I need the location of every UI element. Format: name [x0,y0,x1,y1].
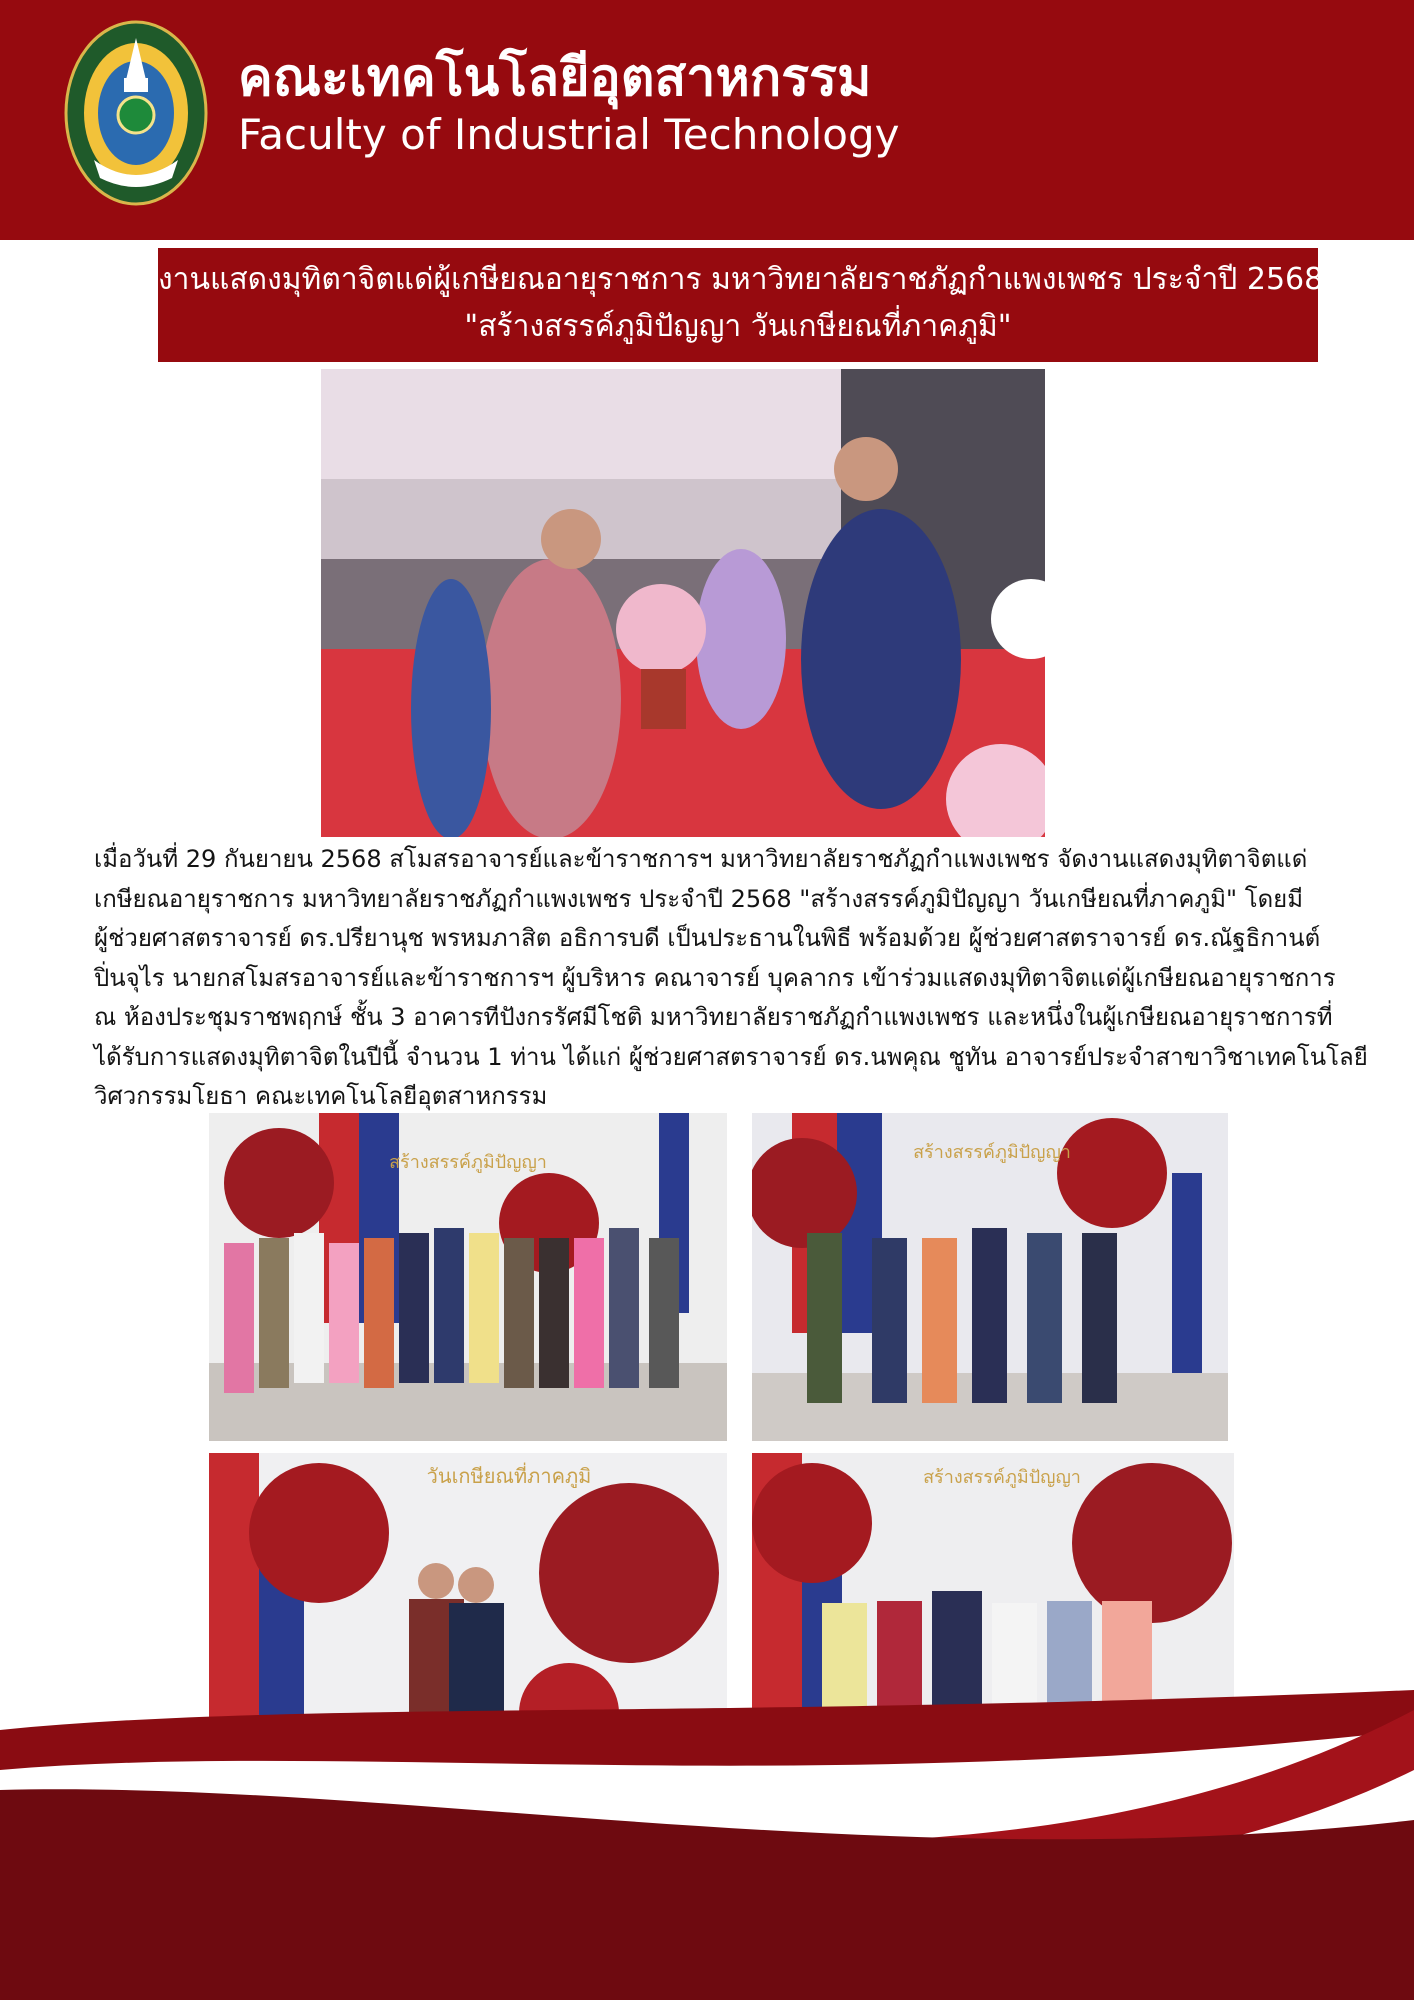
group-photo-1 [209,1113,727,1441]
page-header [0,0,1414,240]
body-line-5: ณ ห้องประชุมราชพฤกษ์ ชั้น 3 อาคารทีปังกรรัศมีโชติ มหาวิทยาลัยราชภัฏกำแพงเพชร และหนึ่งในผู้เกษียณอายุราชการที่ [94,1003,1333,1031]
event-title-banner [158,248,1324,362]
main-ceremony-photo [321,369,1045,837]
footer-wave-decoration [0,1690,1414,2000]
faculty-title-english: Faculty of Industrial Technology [238,110,900,159]
event-title-line-1: งานแสดงมุทิตาจิตแด่ผู้เกษียณอายุราชการ มหาวิทยาลัยราชภัฏกำแพงเพชร ประจำปี 2568 [158,262,1324,297]
body-line-6: ได้รับการแสดงมุทิตาจิตในปีนี้ จำนวน 1 ท่าน ได้แก่ ผู้ช่วยศาสตราจารย์ ดร.นพคุณ ชูทัน อาจารย์ประจำสาขาวิชาเทคโนโลยี [94,1042,1368,1071]
article-body [94,840,1368,1117]
backdrop-text-2: สร้างสรรค์ภูมิปัญญา [913,1142,1071,1163]
faculty-title-thai: คณะเทคโนโลยีอุตสาหกรรม [238,48,872,108]
backdrop-text-4: สร้างสรรค์ภูมิปัญญา [923,1467,1081,1488]
body-line-4: ปิ่นจุไร นายกสโมสรอาจารย์และข้าราชการฯ ผู้บริหาร คณาจารย์ บุคลากร เข้าร่วมแสดงมุทิตาจิตแด่ผู้เกษียณอายุราชการ [94,963,1336,992]
group-photo-2 [752,1113,1228,1441]
body-line-2: เกษียณอายุราชการ มหาวิทยาลัยราชภัฏกำแพงเพชร ประจำปี 2568 "สร้างสรรค์ภูมิปัญญา วันเกษียณที่ภาคภูมิ" โดยมี [94,884,1304,913]
body-line-3: ผู้ช่วยศาสตราจารย์ ดร.ปรียานุช พรหมภาสิต อธิการบดี เป็นประธานในพิธี พร้อมด้วย ผู้ช่วยศาสตราจารย์ ดร.ณัฐธิกานต์ [94,924,1321,952]
backdrop-text-1: สร้างสรรค์ภูมิปัญญา [389,1152,547,1173]
event-title-line-2: "สร้างสรรค์ภูมิปัญญา วันเกษียณที่ภาคภูมิ" [464,309,1012,344]
backdrop-text-3: วันเกษียณที่ภาคภูมิ [426,1464,592,1488]
body-line-7: วิศวกรรมโยธา คณะเทคโนโลยีอุตสาหกรรม [94,1082,548,1110]
body-line-1: เมื่อวันที่ 29 กันยายน 2568 สโมสรอาจารย์และข้าราชการฯ มหาวิทยาลัยราชภัฏกำแพงเพชร จัดงานแสดงมุทิตาจิตแด่ [94,845,1308,873]
university-logo [64,20,208,206]
